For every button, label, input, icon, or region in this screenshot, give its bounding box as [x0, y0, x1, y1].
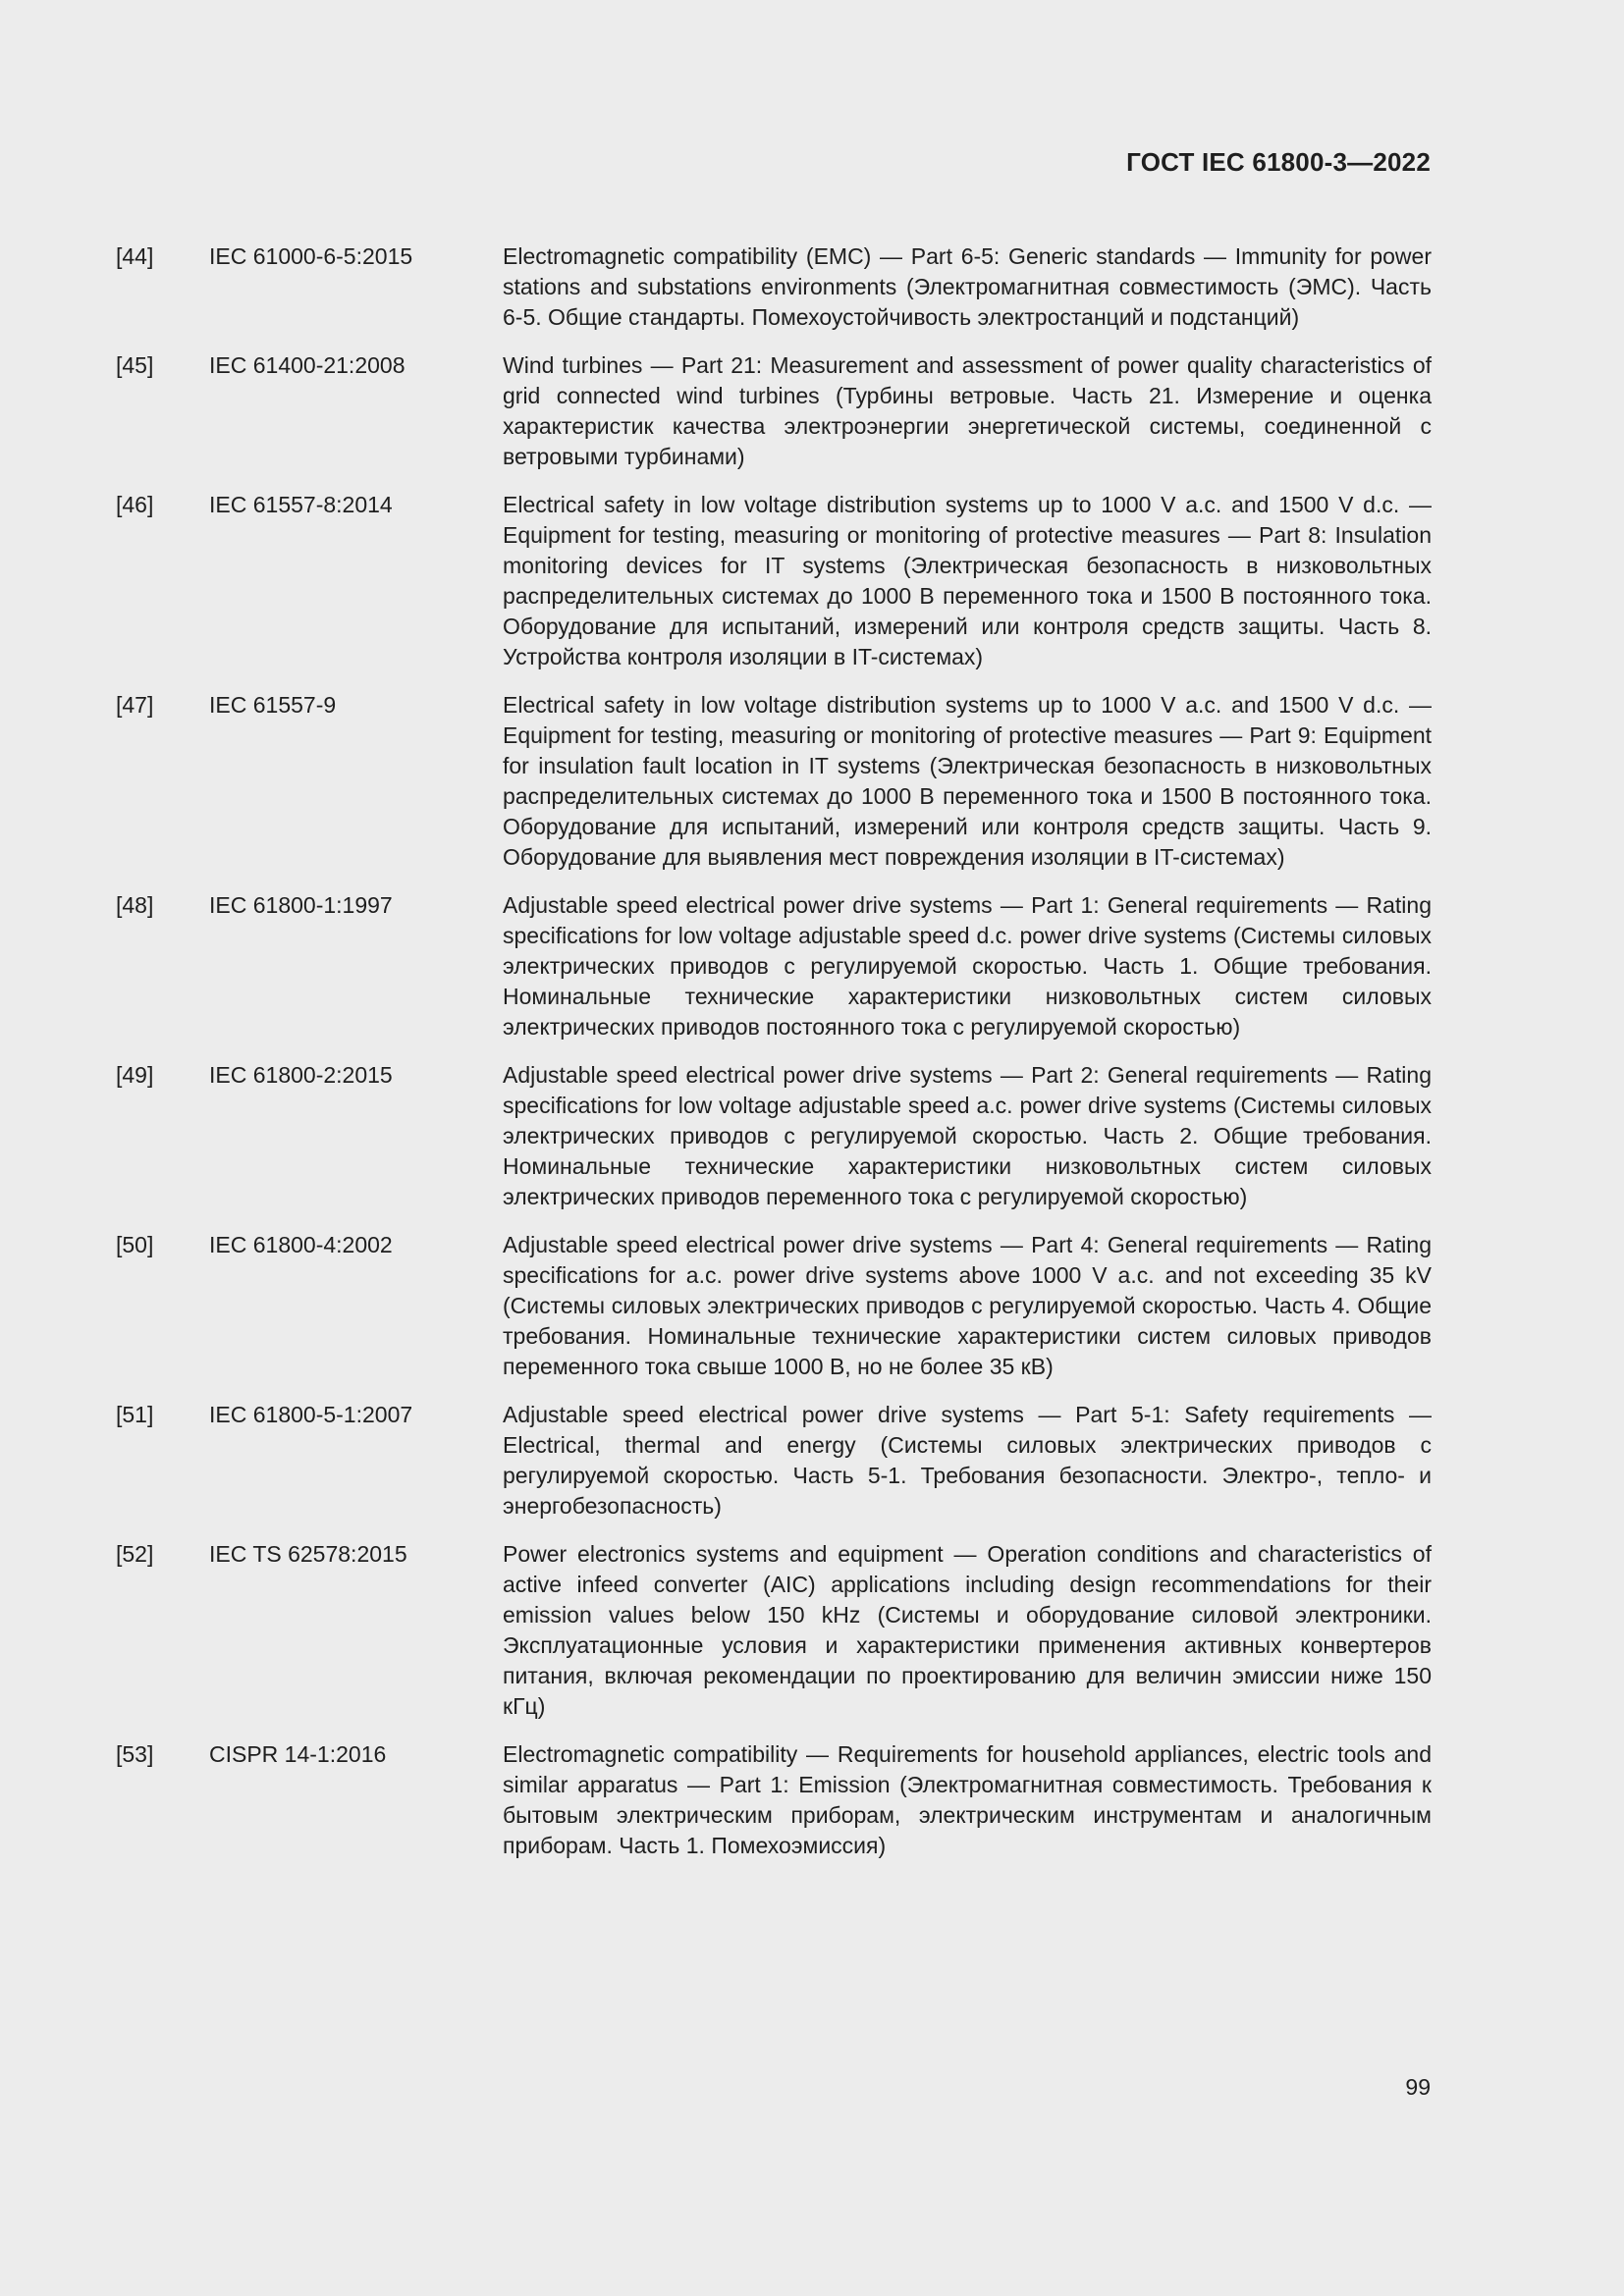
reference-title: Adjustable speed electrical power drive systems — Part 4: General requirements — Rating specifications for a.c. power drive systems above 1000 V a.c. and not exceeding 35 kV (Системы силовых электрических приводов с регулируемой скоростью. Часть 4. Общие требования. Номинальные технические характеристики систем силовых приводов переменного тока свыше 1000 В, но не более 35 кВ): [503, 1232, 1432, 1379]
reference-item: [116, 890, 1432, 1042]
reference-number: [45]: [116, 352, 154, 378]
reference-title: Adjustable speed electrical power drive systems — Part 2: General requirements — Rating specifications for low voltage adjustable speed a.c. power drive systems (Системы силовых электрических приводов с регулируемой скоростью. Часть 2. Общие требования. Номинальные технические характеристики низковольтных систем силовых электрических приводов переменного тока с регулируемой скоростью): [503, 1062, 1432, 1209]
reference-code: IEC 61800-4:2002: [209, 1232, 393, 1257]
reference-number: [46]: [116, 492, 154, 517]
reference-number: [47]: [116, 692, 154, 718]
reference-number: [51]: [116, 1402, 154, 1427]
reference-number: [48]: [116, 892, 154, 918]
reference-code: IEC 61557-9: [209, 692, 337, 718]
reference-number: [52]: [116, 1541, 154, 1567]
reference-code: IEC 61400-21:2008: [209, 352, 406, 378]
reference-item: [116, 690, 1432, 873]
reference-item: [116, 490, 1432, 672]
bibliography-list: [116, 241, 1432, 1879]
reference-code: IEC 61800-5-1:2007: [209, 1402, 413, 1427]
reference-code: IEC TS 62578:2015: [209, 1541, 407, 1567]
reference-title: Adjustable speed electrical power drive systems — Part 1: General requirements — Rating specifications for low voltage adjustable speed d.c. power drive systems (Системы силовых электрических приводов с регулируемой скоростью. Часть 1. Общие требования. Номинальные технические характеристики низковольтных систем силовых электрических приводов постоянного тока с регулируемой скоростью): [503, 892, 1432, 1040]
reference-number: [53]: [116, 1741, 154, 1767]
reference-item: [116, 241, 1432, 333]
reference-code: IEC 61557-8:2014: [209, 492, 393, 517]
document-header: ГОСТ IEC 61800-3—2022: [1126, 147, 1431, 177]
reference-title: Power electronics systems and equipment — Operation conditions and characteristics of active infeed converter (AIC) applications including design recommendations for their emission values below 150 kHz (Системы и оборудование силовой электроники. Эксплуатационные условия и характеристики применения активных конвертеров питания, включая рекомендации по проектированию для величин эмиссии ниже 150 кГц): [503, 1541, 1432, 1719]
page-number: 99: [1405, 2074, 1431, 2100]
reference-title: Adjustable speed electrical power drive systems — Part 5-1: Safety requirements — Electrical, thermal and energy (Системы силовых электрических приводов с регулируемой скоростью. Часть 5-1. Требования безопасности. Электро-, тепло- и энергобезопасность): [503, 1402, 1432, 1519]
reference-title: Electrical safety in low voltage distribution systems up to 1000 V a.c. and 1500 V d.c. — Equipment for testing, measuring or monitoring of protective measures — Part 9: Equipment for insulation fault location in IT systems (Электрическая безопасность в низковольтных распределительных системах до 1000 В переменного тока и 1500 В постоянного тока. Оборудование для испытаний, измерений или контроля средств защиты. Часть 9. Оборудование для выявления мест повреждения изоляции в IT-системах): [503, 692, 1432, 870]
reference-title: Electromagnetic compatibility — Requirements for household appliances, electric tools and similar apparatus — Part 1: Emission (Электромагнитная совместимость. Требования к бытовым электрическим приборам, электрическим инструментам и аналогичным приборам. Часть 1. Помехоэмиссия): [503, 1741, 1432, 1858]
reference-number: [49]: [116, 1062, 154, 1088]
reference-code: IEC 61800-1:1997: [209, 892, 393, 918]
reference-item: [116, 1400, 1432, 1522]
reference-code: IEC 61000-6-5:2015: [209, 243, 413, 269]
reference-item: [116, 1539, 1432, 1722]
reference-number: [44]: [116, 243, 154, 269]
reference-title: Electrical safety in low voltage distribution systems up to 1000 V a.c. and 1500 V d.c. — Equipment for testing, measuring or monitoring of protective measures — Part 8: Insulation monitoring devices for IT systems (Электрическая безопасность в низковольтных распределительных системах до 1000 В переменного тока и 1500 В постоянного тока. Оборудование для испытаний, измерений или контроля средств защиты. Часть 8. Устройства контроля изоляции в IT-системах): [503, 492, 1432, 669]
reference-code: IEC 61800-2:2015: [209, 1062, 393, 1088]
reference-title: Wind turbines — Part 21: Measurement and assessment of power quality characteristics of grid connected wind turbines (Турбины ветровые. Часть 21. Измерение и оценка характеристик качества электроэнергии энергетической системы, соединенной с ветровыми турбинами): [503, 352, 1432, 469]
reference-item: [116, 1060, 1432, 1212]
reference-item: [116, 1230, 1432, 1382]
reference-code: CISPR 14-1:2016: [209, 1741, 387, 1767]
reference-title: Electromagnetic compatibility (EMC) — Part 6-5: Generic standards — Immunity for power stations and substations environments (Электромагнитная совместимость (ЭМС). Часть 6-5. Общие стандарты. Помехоустойчивость электростанций и подстанций): [503, 243, 1432, 330]
reference-item: [116, 1739, 1432, 1861]
reference-number: [50]: [116, 1232, 154, 1257]
reference-item: [116, 350, 1432, 472]
